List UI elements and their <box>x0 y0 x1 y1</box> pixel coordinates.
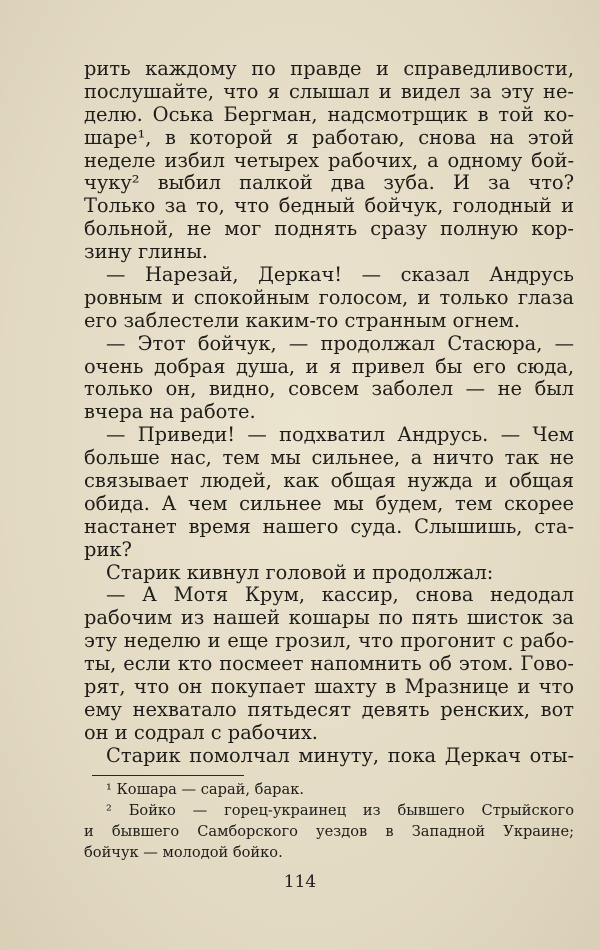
text-line: шаре¹, в которой я работаю, снова на этой <box>84 125 574 149</box>
text-line: ровным и спокойным голосом, и только глаза <box>84 285 574 309</box>
footnote-line: и бывшего Самборского уездов в Западной Украине; <box>84 823 574 840</box>
text-line: зину глины. <box>84 240 208 264</box>
footnote-line: ¹ Кошара — сарай, барак. <box>106 781 304 798</box>
text-line: рить каждому по правде и справедливости, <box>84 57 574 80</box>
text-line: эту неделю и еще грозил, что прогонит с рабо- <box>84 629 574 653</box>
text-line: он и содрал с рабочих. <box>84 720 318 744</box>
text-line: — Этот бойчук, — продолжал Стасюра, — <box>106 331 574 355</box>
footnotes <box>84 779 574 863</box>
text-line: Старик помолчал минуту, пока Деркач оты- <box>106 743 574 767</box>
text-line: вчера на работе. <box>84 400 256 424</box>
text-line: ты, если кто посмеет напомнить об этом. Гово- <box>84 652 574 676</box>
main-text <box>84 58 574 768</box>
text-line: больше нас, тем мы сильнее, а ничто так не <box>84 446 574 470</box>
footnote-divider <box>92 775 244 776</box>
text-line: больной, не мог поднять сразу полную кор- <box>84 217 574 241</box>
text-line: настанет время нашего суда. Слышишь, ста- <box>84 514 574 538</box>
text-line: — Нарезай, Деркач! — сказал Андрусь <box>106 263 574 287</box>
text-line: связывает людей, как общая нужда и общая <box>84 469 574 493</box>
page-number: 114 <box>283 872 317 892</box>
text-line: Старик кивнул головой и продолжал: <box>106 560 494 584</box>
text-line: рабочим из нашей кошары по пять шисток за <box>84 606 574 630</box>
footnote-line: ² Бойко — горец-украинец из бывшего Стрыйского <box>106 802 574 819</box>
text-line: делю. Оська Бергман, надсмотрщик в той ко- <box>84 102 574 126</box>
text-line: — А Мотя Крум, кассир, снова недодал <box>106 583 574 607</box>
text-line: чуку² выбил палкой два зуба. И за что? <box>84 171 574 195</box>
text-line: Только за то, что бедный бойчук, голодный и <box>84 194 574 218</box>
text-line: только он, видно, совсем заболел — не был <box>84 377 574 401</box>
text-line: — Приведи! — подхватил Андрусь. — Чем <box>106 423 574 447</box>
footnote-line: бойчук — молодой бойко. <box>84 844 283 861</box>
text-line: рят, что он покупает шахту в Мразнице и что <box>84 675 574 699</box>
text-line: обида. А чем сильнее мы будем, тем скорее <box>84 491 574 515</box>
text-line: очень добрая душа, и я привел бы его сюда, <box>84 354 574 378</box>
text-line: рик? <box>84 537 132 561</box>
text-line: неделе избил четырех рабочих, а одному бой- <box>84 148 574 172</box>
text-line: послушайте, что я слышал и видел за эту не- <box>84 79 574 103</box>
text-line: его заблестели каким-то странным огнем. <box>84 308 521 332</box>
text-line: ему нехватало пятьдесят девять ренских, вот <box>84 697 574 721</box>
